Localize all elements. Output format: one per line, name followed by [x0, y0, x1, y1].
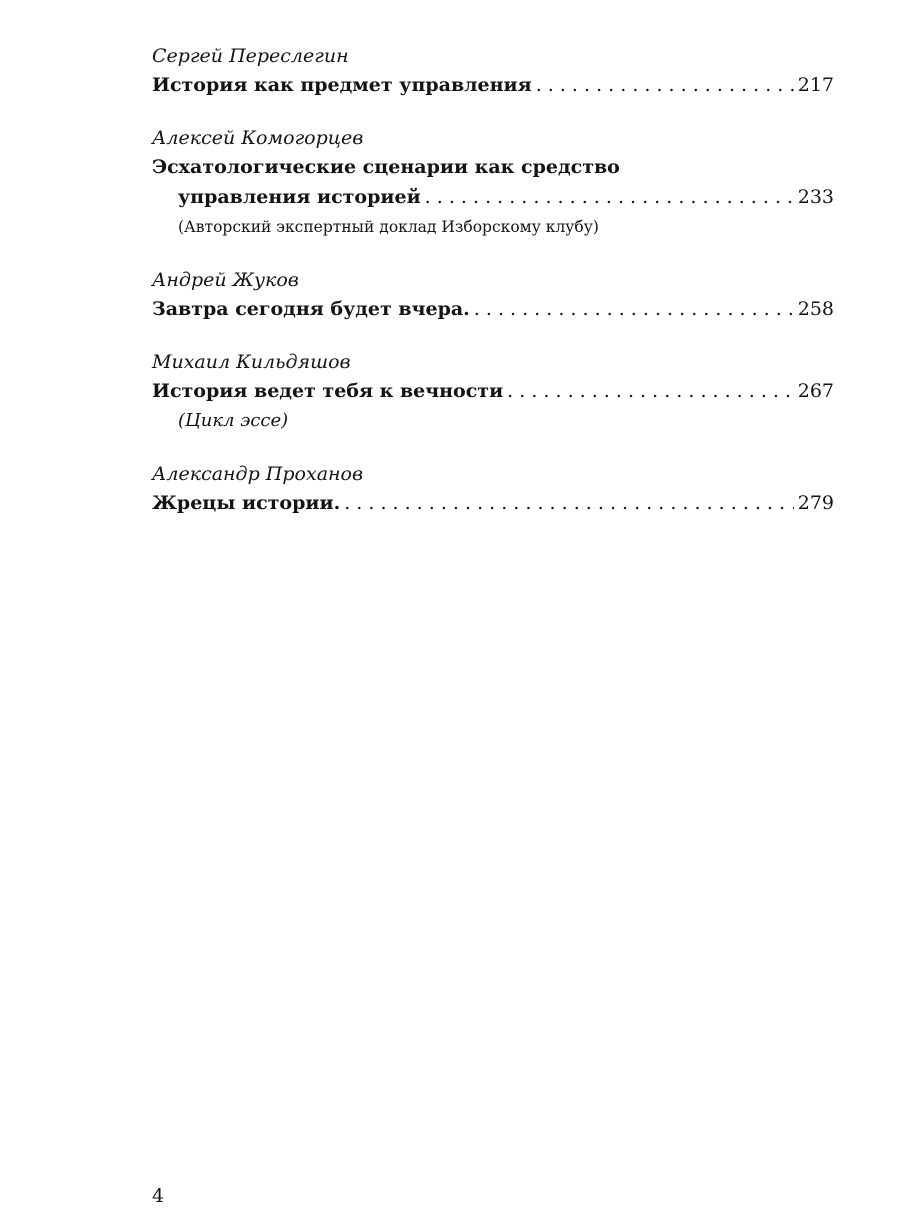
- page-folio: 4: [152, 1185, 165, 1207]
- toc-entry: [152, 460, 834, 518]
- dot-leader: [425, 182, 794, 212]
- toc-title-row[interactable]: [152, 376, 834, 406]
- toc-title[interactable]: Эсхатологические сценарии как средство: [152, 156, 620, 178]
- author-name: Александр Проханов: [152, 463, 364, 485]
- toc-title-row[interactable]: [152, 182, 834, 212]
- author-name: Алексей Комогорцев: [152, 127, 364, 149]
- toc-entry: [152, 42, 834, 100]
- toc-title-row[interactable]: [152, 70, 834, 100]
- toc-title-row[interactable]: [152, 294, 834, 324]
- author-name: Андрей Жуков: [152, 269, 299, 291]
- toc-entry: [152, 266, 834, 324]
- toc-title: История ведет тебя к вечности: [152, 380, 504, 402]
- toc-title-row[interactable]: [152, 488, 834, 518]
- page-number: 233: [797, 186, 834, 208]
- dot-leader: [536, 70, 794, 100]
- page-number: 267: [797, 380, 834, 402]
- toc-title: История как предмет управления: [152, 74, 532, 96]
- dot-leader: [507, 376, 794, 406]
- table-of-contents: [152, 42, 834, 542]
- page-number: 258: [797, 298, 834, 320]
- page-number: 217: [797, 74, 834, 96]
- toc-title-continuation: управления историей: [178, 186, 421, 208]
- author-name: Сергей Переслегин: [152, 45, 349, 67]
- dot-leader: [344, 488, 794, 518]
- page-number: 279: [797, 492, 834, 514]
- toc-entry: [152, 348, 834, 436]
- dot-leader: [474, 294, 794, 324]
- toc-subtitle: (Цикл эссе): [178, 410, 289, 431]
- author-name: Михаил Кильдяшов: [152, 351, 351, 373]
- toc-title: Завтра сегодня будет вчера.: [152, 298, 470, 320]
- toc-entry: [152, 124, 834, 242]
- toc-title: Жрецы истории.: [152, 492, 341, 514]
- toc-subtitle: (Авторский экспертный доклад Изборскому клубу): [178, 218, 599, 236]
